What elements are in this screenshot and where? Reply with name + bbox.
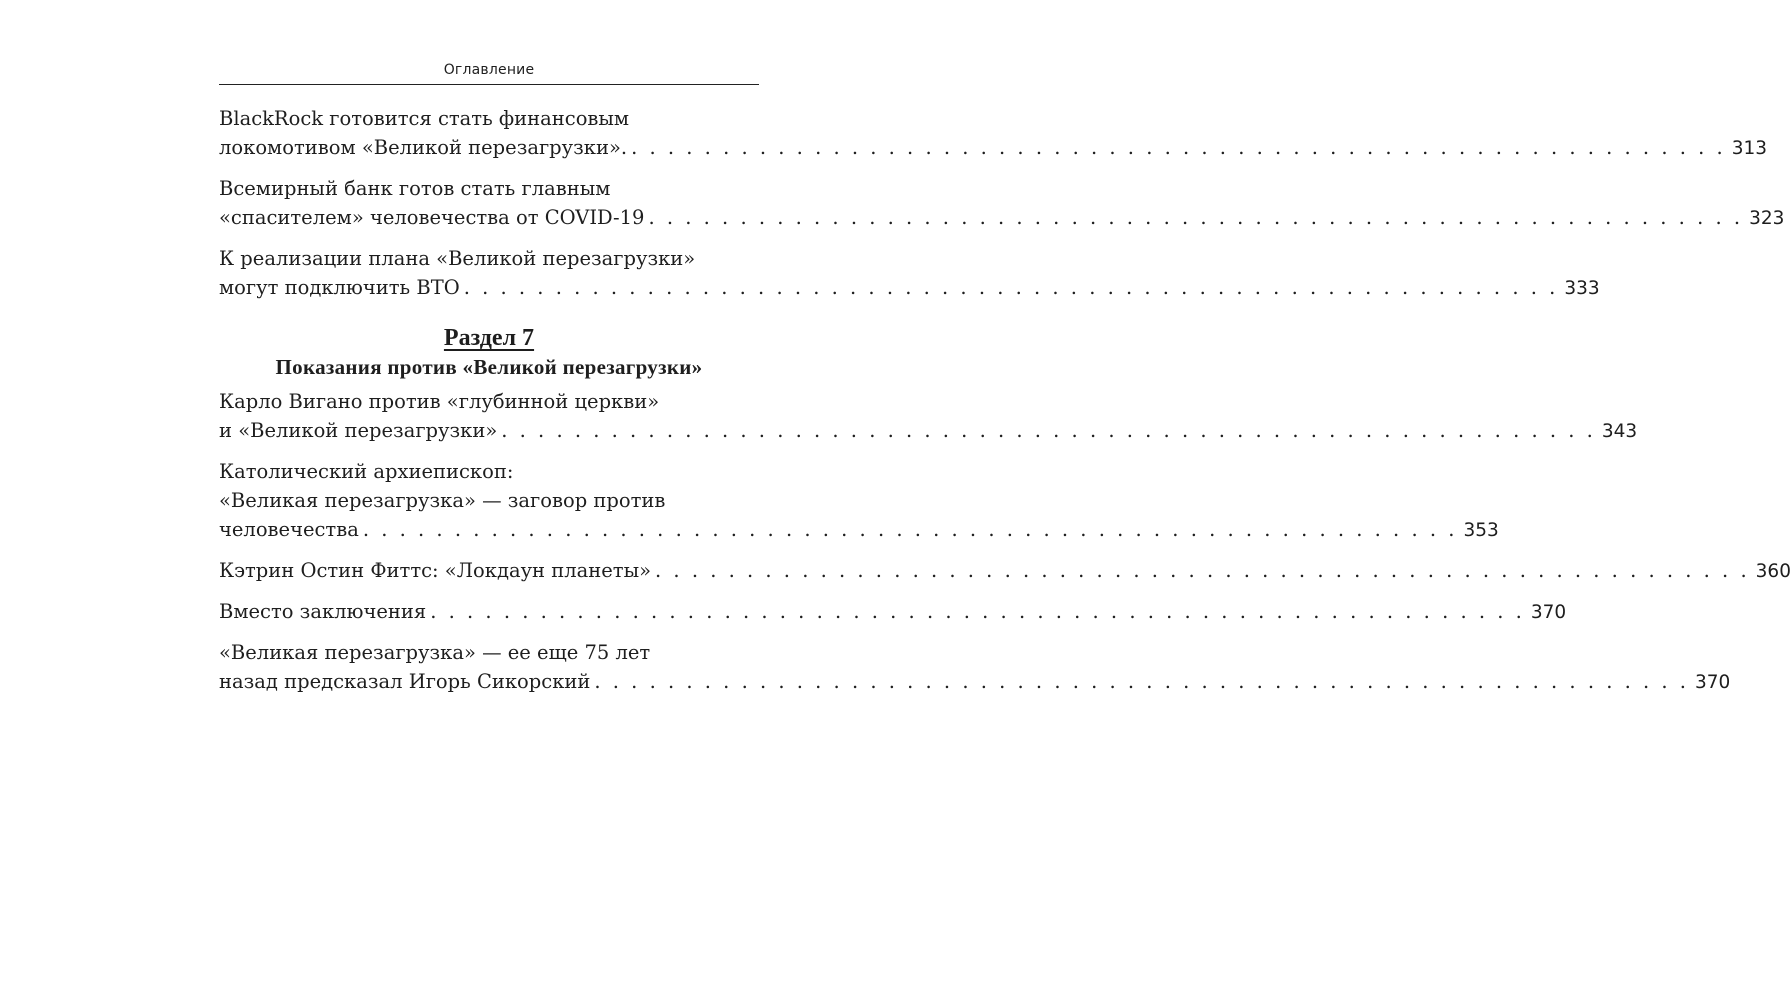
- dot-leader: . . . . . . . . . . . . . . . . . . . . . . . . . . . . . . . . . . . . . . . . . . . . . . . . . . . . . . . . . . . .: [655, 559, 1750, 582]
- toc-entry-title: Католический архиепископ:: [219, 460, 514, 483]
- page-number: 353: [1463, 520, 1499, 541]
- toc-entry-line: [219, 104, 759, 133]
- page-number: 360: [1755, 561, 1791, 582]
- entry-spacer: [219, 446, 759, 457]
- toc-entry[interactable]: [219, 457, 1499, 545]
- entry-spacer: [219, 163, 759, 174]
- toc-entry-title: человечества: [219, 518, 359, 541]
- dot-leader: . . . . . . . . . . . . . . . . . . . . . . . . . . . . . . . . . . . . . . . . . . . . . . . . . . . . . . . . . . . .: [594, 670, 1690, 693]
- entry-spacer: [219, 627, 759, 638]
- toc-entry[interactable]: [219, 244, 1600, 303]
- toc-entry-line: [219, 273, 1600, 303]
- section-title: Показания против «Великой перезагрузки»: [275, 355, 703, 379]
- toc-group-2: [219, 387, 1791, 697]
- dot-leader: . . . . . . . . . . . . . . . . . . . . . . . . . . . . . . . . . . . . . . . . . . . . . . . . . . . . . . . . . . . .: [631, 136, 1726, 159]
- toc-entry-title: и «Великой перезагрузки»: [219, 419, 498, 442]
- toc-entry-line: [219, 667, 1731, 697]
- toc-entry-line: [219, 203, 1785, 233]
- entry-spacer: [219, 586, 759, 597]
- table-of-contents: [219, 104, 1791, 697]
- toc-entry-title: назад предсказал Игорь Сикорский: [219, 670, 591, 693]
- toc-entry-line: [219, 174, 759, 203]
- toc-entry-title: «спасителем» человечества от COVID-19: [219, 206, 645, 229]
- dot-leader: . . . . . . . . . . . . . . . . . . . . . . . . . . . . . . . . . . . . . . . . . . . . . . . . . . . . . . . . . . . .: [648, 206, 1744, 229]
- toc-entry-title: «Великая перезагрузка» — заговор против: [219, 489, 666, 512]
- toc-entry-title: К реализации плана «Великой перезагрузки»: [219, 247, 696, 270]
- toc-entry[interactable]: [219, 174, 1785, 233]
- toc-entry-title: Кэтрин Остин Фиттс: «Локдаун планеты»: [219, 559, 652, 582]
- toc-group-1: [219, 104, 1785, 303]
- toc-entry-line: [219, 416, 1638, 446]
- toc-entry[interactable]: [219, 597, 1567, 627]
- dot-leader: . . . . . . . . . . . . . . . . . . . . . . . . . . . . . . . . . . . . . . . . . . . . . . . . . . . . . . . . . . . .: [463, 276, 1559, 299]
- page-number: 370: [1530, 602, 1567, 623]
- page-number: 370: [1695, 672, 1731, 693]
- toc-entry-line: [219, 457, 759, 486]
- page-number: 343: [1601, 421, 1638, 442]
- toc-entry-title: Карло Вигано против «глубинной церкви»: [219, 390, 660, 413]
- toc-entry-line: [219, 244, 759, 273]
- toc-entry-line: [219, 638, 759, 667]
- toc-entry-title: BlackRock готовится стать финансовым: [219, 107, 630, 130]
- toc-entry-title: «Великая перезагрузка» — ее еще 75 лет: [219, 641, 651, 664]
- running-head: Оглавление: [443, 62, 535, 78]
- toc-entry-line: [219, 556, 1791, 586]
- toc-entry-line: [219, 486, 759, 515]
- toc-entry-title: могут подключить ВТО: [219, 276, 460, 299]
- toc-entry-line: [219, 387, 759, 416]
- dot-leader: . . . . . . . . . . . . . . . . . . . . . . . . . . . . . . . . . . . . . . . . . . . . . . . . . . . . . . . . . . . .: [362, 518, 1458, 541]
- section-number: Раздел 7: [443, 325, 535, 351]
- toc-entry-title: локомотивом «Великой перезагрузки».: [219, 136, 628, 159]
- section-spacer: [219, 303, 759, 323]
- page-number: 333: [1564, 278, 1600, 299]
- dot-leader: . . . . . . . . . . . . . . . . . . . . . . . . . . . . . . . . . . . . . . . . . . . . . . . . . . . . . . . . . . . .: [501, 419, 1596, 442]
- page-number: 323: [1749, 208, 1785, 229]
- toc-entry[interactable]: [219, 556, 1791, 586]
- header-rule: [219, 84, 759, 85]
- toc-entry-title: Всемирный банк готов стать главным: [219, 177, 611, 200]
- toc-entry[interactable]: [219, 638, 1731, 697]
- entry-spacer: [219, 233, 759, 244]
- dot-leader: . . . . . . . . . . . . . . . . . . . . . . . . . . . . . . . . . . . . . . . . . . . . . . . . . . . . . . . . . . . .: [430, 600, 1525, 623]
- toc-entry-line: [219, 597, 1567, 627]
- toc-entry-title: Вместо заключения: [219, 600, 427, 623]
- toc-entry-line: [219, 133, 1768, 163]
- section-heading: [219, 323, 759, 381]
- entry-spacer: [219, 545, 759, 556]
- toc-entry[interactable]: [219, 104, 1768, 163]
- toc-entry[interactable]: [219, 387, 1638, 446]
- toc-entry-line: [219, 515, 1499, 545]
- page-number: 313: [1731, 138, 1768, 159]
